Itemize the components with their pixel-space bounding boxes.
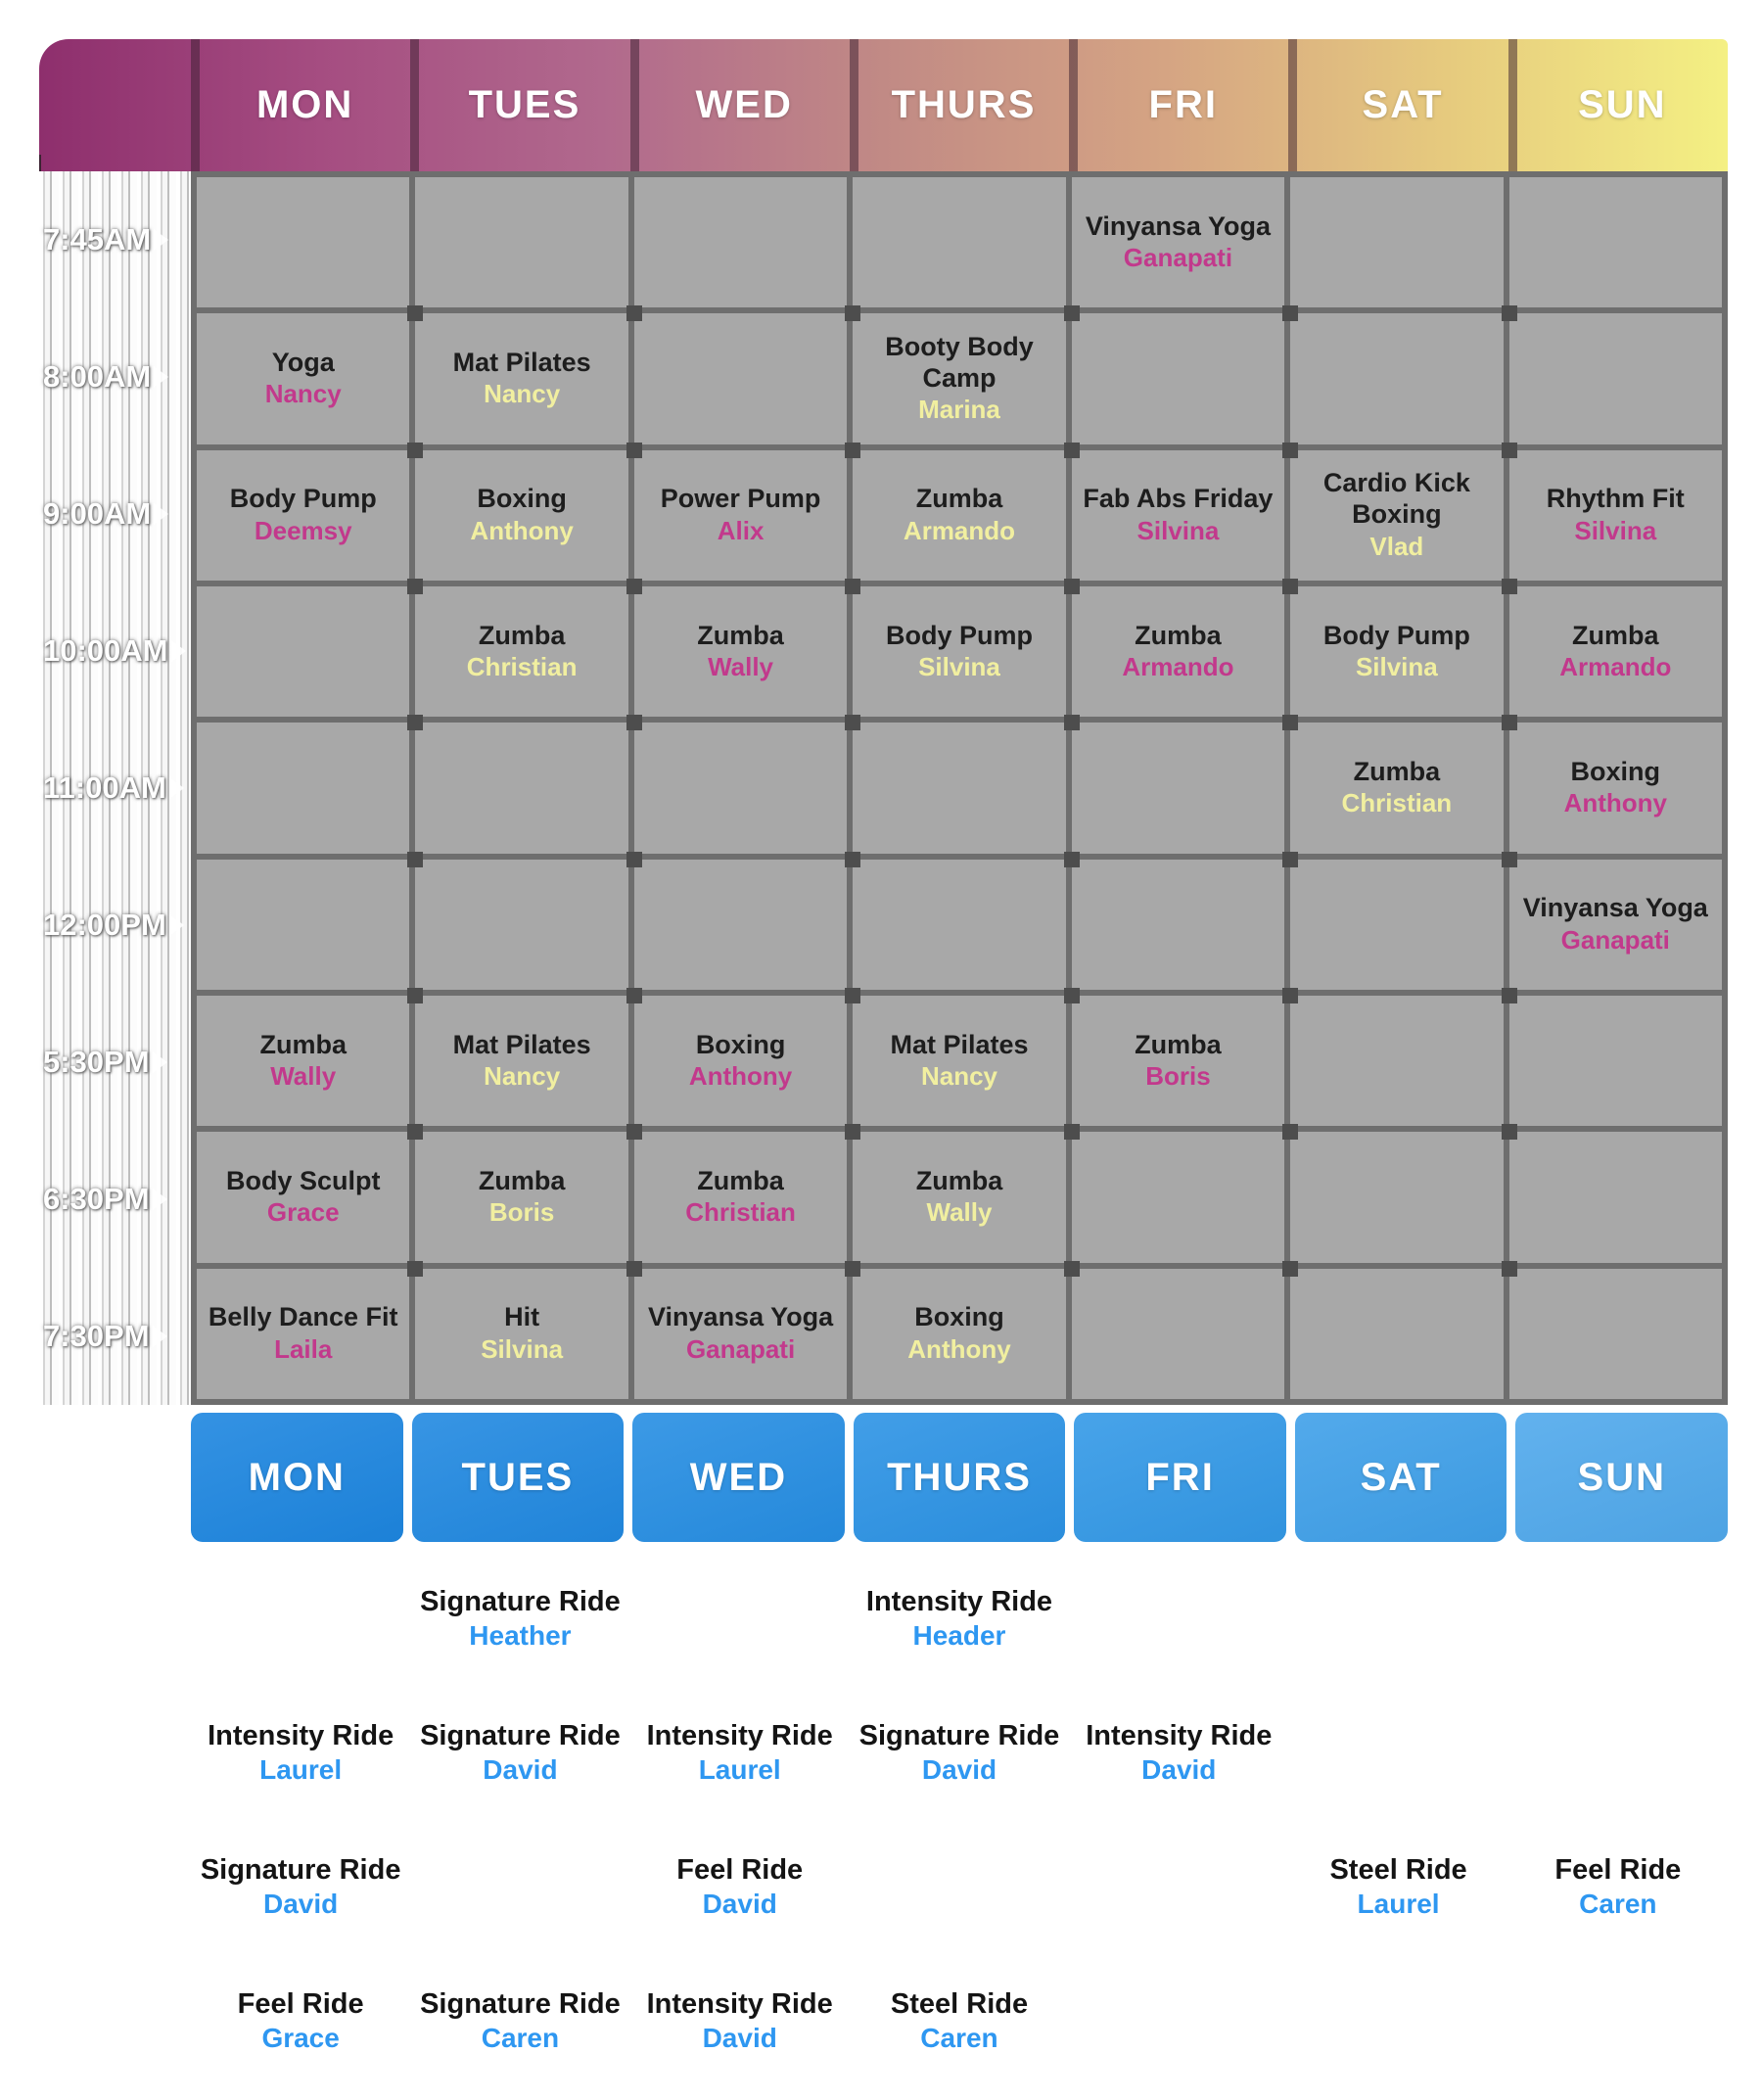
grid-knob xyxy=(845,715,860,730)
ride-instructor-name: David xyxy=(1141,1754,1217,1786)
ride-cell xyxy=(410,1965,629,2099)
instructor-name: Silvina xyxy=(1136,515,1220,545)
class-cell xyxy=(634,586,847,717)
instructor-name: Silvina xyxy=(1574,515,1657,545)
ride-cell xyxy=(191,1697,410,1831)
empty-ride-cell xyxy=(630,1563,850,1697)
schedule-day-header-fri: FRI xyxy=(1069,39,1288,171)
empty-cell xyxy=(1072,860,1284,990)
instructor-name: Ganapati xyxy=(1123,242,1233,272)
instructor-name: Wally xyxy=(270,1060,337,1091)
class-name: Zumba xyxy=(478,1165,566,1195)
class-name: Zumba xyxy=(697,620,784,650)
class-name: Yoga xyxy=(271,347,335,377)
ride-cell xyxy=(1288,1831,1507,1965)
ride-instructor-name: Heather xyxy=(469,1620,572,1652)
ride-cell xyxy=(630,1831,850,1965)
grid-knob xyxy=(1282,443,1298,458)
instructor-name: Nancy xyxy=(484,1060,561,1091)
ride-class-name: Intensity Ride xyxy=(865,1586,1053,1617)
time-gutter xyxy=(39,171,191,1405)
ride-day-button-mon[interactable]: MON xyxy=(191,1413,403,1542)
class-cell xyxy=(853,313,1065,443)
empty-cell xyxy=(1290,313,1503,443)
class-cell xyxy=(1072,177,1284,307)
ride-class-name: Steel Ride xyxy=(890,1988,1029,2020)
class-cell xyxy=(197,1269,409,1399)
empty-cell xyxy=(1290,996,1503,1126)
time-label: 11:00AM xyxy=(39,720,191,857)
ride-day-button-row xyxy=(191,1413,1728,1542)
class-cell xyxy=(853,450,1065,581)
grid-knob xyxy=(1064,1261,1080,1277)
ride-class-name: Steel Ride xyxy=(1329,1854,1467,1886)
ride-cell xyxy=(630,1965,850,2099)
schedule-day-header-mon: MON xyxy=(191,39,410,171)
ride-class-name: Signature Ride xyxy=(858,1720,1060,1751)
grid-knob xyxy=(1502,852,1517,867)
class-cell xyxy=(415,313,627,443)
time-label: 12:00PM xyxy=(39,857,191,994)
class-name: Zumba xyxy=(697,1165,784,1195)
instructor-name: Anthony xyxy=(688,1060,793,1091)
instructor-name: Anthony xyxy=(1563,788,1667,818)
ride-cell xyxy=(410,1563,629,1697)
empty-cell xyxy=(634,313,847,443)
time-label: 9:00AM xyxy=(39,445,191,583)
instructor-name: Grace xyxy=(266,1197,340,1228)
ride-class-name: Signature Ride xyxy=(420,1988,621,2020)
class-cell xyxy=(1509,860,1722,990)
empty-cell xyxy=(415,723,627,853)
empty-ride-cell xyxy=(1288,1563,1507,1697)
ride-day-button-wed[interactable]: WED xyxy=(632,1413,845,1542)
class-cell xyxy=(415,586,627,717)
class-name: Zumba xyxy=(1572,620,1659,650)
grid-knob xyxy=(1502,305,1517,321)
class-name: Power Pump xyxy=(660,484,821,514)
class-cell xyxy=(197,450,409,581)
class-name: Belly Dance Fit xyxy=(208,1302,398,1332)
time-label: 10:00AM xyxy=(39,583,191,720)
empty-cell xyxy=(197,177,409,307)
class-cell xyxy=(1290,450,1503,581)
grid-knob xyxy=(626,715,642,730)
grid-knob xyxy=(1282,715,1298,730)
class-name: Hit xyxy=(504,1302,540,1332)
empty-cell xyxy=(1509,1132,1722,1262)
ride-cell xyxy=(850,1965,1069,2099)
ride-class-name: Signature Ride xyxy=(420,1586,621,1617)
class-name: Boxing xyxy=(1570,756,1661,786)
instructor-name: Nancy xyxy=(920,1060,998,1091)
ride-class-name: Intensity Ride xyxy=(1086,1720,1273,1751)
time-label: 7:45AM xyxy=(39,171,191,308)
class-name: Zumba xyxy=(1135,620,1222,650)
empty-cell xyxy=(1290,860,1503,990)
instructor-name: Nancy xyxy=(264,379,342,409)
ride-instructor-name: Laurel xyxy=(1357,1889,1440,1920)
empty-cell xyxy=(1072,1132,1284,1262)
ride-schedule-grid xyxy=(191,1563,1728,2099)
schedule-day-header-thurs: THURS xyxy=(850,39,1069,171)
ride-class-name: Intensity Ride xyxy=(208,1720,394,1751)
grid-knob xyxy=(1064,988,1080,1003)
ride-class-name: Intensity Ride xyxy=(646,1988,833,2020)
class-cell xyxy=(1072,586,1284,717)
instructor-name: Silvina xyxy=(1355,651,1438,681)
schedule-day-header-wed: WED xyxy=(630,39,850,171)
instructor-name: Silvina xyxy=(918,651,1000,681)
empty-ride-cell xyxy=(850,1831,1069,1965)
instructor-name: Boris xyxy=(1145,1060,1211,1091)
empty-ride-cell xyxy=(1508,1965,1728,2099)
ride-instructor-name: Header xyxy=(912,1620,1006,1652)
grid-knob xyxy=(626,988,642,1003)
instructor-name: Armando xyxy=(1122,651,1234,681)
empty-cell xyxy=(1290,1132,1503,1262)
instructor-name: Armando xyxy=(1559,651,1672,681)
class-cell xyxy=(634,1269,847,1399)
empty-cell xyxy=(1509,313,1722,443)
ride-instructor-name: David xyxy=(263,1889,339,1920)
time-label: 7:30PM xyxy=(39,1268,191,1405)
grid-knob xyxy=(845,988,860,1003)
ride-class-name: Feel Ride xyxy=(237,1988,364,2020)
class-cell xyxy=(197,1132,409,1262)
empty-cell xyxy=(1509,1269,1722,1399)
grid-knob xyxy=(845,852,860,867)
empty-ride-cell xyxy=(410,1831,629,1965)
grid-knob xyxy=(1064,305,1080,321)
time-label: 6:30PM xyxy=(39,1131,191,1268)
grid-knob xyxy=(1064,715,1080,730)
class-cell xyxy=(1290,586,1503,717)
ride-day-button-thurs[interactable]: THURS xyxy=(854,1413,1066,1542)
grid-knob xyxy=(407,715,423,730)
instructor-name: Alix xyxy=(717,515,765,545)
class-cell xyxy=(415,1132,627,1262)
grid-knob xyxy=(1502,988,1517,1003)
class-schedule-grid xyxy=(191,171,1728,1405)
ride-instructor-name: Laurel xyxy=(698,1754,781,1786)
empty-cell xyxy=(197,723,409,853)
ride-cell xyxy=(1508,1831,1728,1965)
class-name: Vinyansa Yoga xyxy=(1085,210,1271,241)
class-cell xyxy=(1509,723,1722,853)
ride-cell xyxy=(191,1965,410,2099)
ride-instructor-name: David xyxy=(702,2023,777,2054)
class-name: Boxing xyxy=(477,484,567,514)
ride-instructor-name: Caren xyxy=(481,2023,560,2054)
class-cell xyxy=(1290,723,1503,853)
class-cell xyxy=(197,313,409,443)
class-name: Body Pump xyxy=(1322,620,1470,650)
ride-class-name: Signature Ride xyxy=(200,1854,401,1886)
empty-cell xyxy=(853,177,1065,307)
class-cell xyxy=(1072,450,1284,581)
class-name: Vinyansa Yoga xyxy=(648,1302,834,1332)
instructor-name: Anthony xyxy=(907,1333,1011,1364)
class-name: Body Pump xyxy=(229,484,377,514)
ride-cell xyxy=(191,1831,410,1965)
empty-ride-cell xyxy=(191,1563,410,1697)
class-cell xyxy=(853,1269,1065,1399)
class-name: Rhythm Fit xyxy=(1546,484,1685,514)
empty-ride-cell xyxy=(1508,1563,1728,1697)
grid-knob xyxy=(626,1261,642,1277)
instructor-name: Silvina xyxy=(481,1333,564,1364)
ride-instructor-name: David xyxy=(702,1889,777,1920)
class-name: Mat Pilates xyxy=(452,1029,591,1059)
grid-knob xyxy=(407,305,423,321)
ride-day-button-sat[interactable]: SAT xyxy=(1295,1413,1507,1542)
class-name: Cardio Kick Boxing xyxy=(1322,468,1470,530)
empty-cell xyxy=(853,860,1065,990)
instructor-name: Ganapati xyxy=(1560,924,1670,955)
time-label: 5:30PM xyxy=(39,994,191,1131)
class-name: Body Sculpt xyxy=(225,1165,381,1195)
ride-instructor-name: Laurel xyxy=(259,1754,343,1786)
empty-cell xyxy=(634,177,847,307)
class-name: Boxing xyxy=(914,1302,1004,1332)
instructor-name: Vlad xyxy=(1369,531,1424,561)
ride-day-button-sun[interactable]: SUN xyxy=(1515,1413,1728,1542)
empty-cell xyxy=(1509,996,1722,1126)
class-cell xyxy=(1509,450,1722,581)
class-cell xyxy=(1072,996,1284,1126)
grid-knob xyxy=(845,443,860,458)
ride-class-name: Signature Ride xyxy=(420,1720,621,1751)
grid-knob xyxy=(1282,305,1298,321)
grid-knob xyxy=(1502,1124,1517,1140)
grid-knob xyxy=(1064,852,1080,867)
ride-day-button-tues[interactable]: TUES xyxy=(412,1413,625,1542)
empty-cell xyxy=(634,860,847,990)
grid-knob xyxy=(1064,1124,1080,1140)
class-name: Boxing xyxy=(695,1029,786,1059)
grid-knob xyxy=(1502,443,1517,458)
ride-day-button-fri[interactable]: FRI xyxy=(1074,1413,1286,1542)
class-cell xyxy=(853,586,1065,717)
class-name: Vinyansa Yoga xyxy=(1522,893,1708,923)
grid-knob xyxy=(626,305,642,321)
empty-cell xyxy=(634,723,847,853)
instructor-name: Christian xyxy=(466,651,578,681)
grid-knob xyxy=(845,305,860,321)
instructor-name: Laila xyxy=(274,1333,333,1364)
class-cell xyxy=(853,1132,1065,1262)
ride-cell xyxy=(630,1697,850,1831)
grid-knob xyxy=(845,1261,860,1277)
ride-instructor-name: David xyxy=(921,1754,997,1786)
class-cell xyxy=(634,996,847,1126)
class-cell xyxy=(415,996,627,1126)
class-cell xyxy=(415,450,627,581)
empty-cell xyxy=(1509,177,1722,307)
instructor-name: Ganapati xyxy=(685,1333,796,1364)
grid-knob xyxy=(1064,443,1080,458)
instructor-name: Armando xyxy=(903,515,1016,545)
grid-knob xyxy=(407,852,423,867)
grid-knob xyxy=(407,1124,423,1140)
instructor-name: Deemsy xyxy=(254,515,352,545)
grid-knob xyxy=(1502,1261,1517,1277)
instructor-name: Marina xyxy=(918,395,1000,425)
ride-instructor-name: Grace xyxy=(261,2023,340,2054)
class-cell xyxy=(197,996,409,1126)
class-cell xyxy=(1509,586,1722,717)
grid-knob xyxy=(845,579,860,594)
ride-class-name: Feel Ride xyxy=(676,1854,804,1886)
ride-cell xyxy=(850,1697,1069,1831)
class-name: Mat Pilates xyxy=(452,347,591,377)
ride-cell xyxy=(410,1697,629,1831)
time-label: 8:00AM xyxy=(39,308,191,445)
empty-cell xyxy=(1290,177,1503,307)
grid-knob xyxy=(1502,715,1517,730)
grid-knob xyxy=(626,852,642,867)
class-name: Booty Body Camp xyxy=(885,331,1034,394)
empty-cell xyxy=(1290,1269,1503,1399)
ride-instructor-name: David xyxy=(483,1754,558,1786)
class-name: Zumba xyxy=(915,484,1003,514)
ride-cell xyxy=(1069,1697,1288,1831)
grid-knob xyxy=(1282,579,1298,594)
empty-cell xyxy=(1072,313,1284,443)
ride-class-name: Feel Ride xyxy=(1554,1854,1682,1886)
grid-knob xyxy=(1282,852,1298,867)
class-cell xyxy=(415,1269,627,1399)
empty-cell xyxy=(1072,1269,1284,1399)
class-name: Zumba xyxy=(478,620,566,650)
empty-ride-cell xyxy=(1288,1965,1507,2099)
grid-knob xyxy=(626,1124,642,1140)
grid-knob xyxy=(1282,1124,1298,1140)
empty-ride-cell xyxy=(1069,1831,1288,1965)
grid-knob xyxy=(1064,579,1080,594)
grid-knob xyxy=(845,1124,860,1140)
empty-ride-cell xyxy=(1069,1563,1288,1697)
class-name: Zumba xyxy=(1135,1029,1222,1059)
grid-knob xyxy=(626,443,642,458)
schedule-day-header-sat: SAT xyxy=(1288,39,1507,171)
class-name: Zumba xyxy=(915,1165,1003,1195)
grid-knob xyxy=(407,1261,423,1277)
empty-cell xyxy=(197,860,409,990)
instructor-name: Wally xyxy=(708,651,774,681)
class-schedule-day-header-row xyxy=(39,39,1728,171)
class-name: Zumba xyxy=(259,1029,347,1059)
schedule-day-header-tues: TUES xyxy=(410,39,629,171)
instructor-name: Christian xyxy=(685,1197,796,1228)
class-cell xyxy=(853,996,1065,1126)
class-cell xyxy=(634,450,847,581)
ride-instructor-name: Caren xyxy=(920,2023,998,2054)
instructor-name: Christian xyxy=(1341,788,1453,818)
empty-cell xyxy=(1072,723,1284,853)
schedule-corner xyxy=(39,39,191,171)
grid-knob xyxy=(626,579,642,594)
instructor-name: Anthony xyxy=(470,515,574,545)
grid-knob xyxy=(407,988,423,1003)
schedule-day-header-sun: SUN xyxy=(1508,39,1728,171)
empty-ride-cell xyxy=(1508,1697,1728,1831)
grid-knob xyxy=(1502,579,1517,594)
empty-ride-cell xyxy=(1288,1697,1507,1831)
grid-knob xyxy=(407,443,423,458)
class-name: Zumba xyxy=(1353,756,1441,786)
class-name: Mat Pilates xyxy=(890,1029,1029,1059)
instructor-name: Nancy xyxy=(484,379,561,409)
grid-knob xyxy=(39,155,41,171)
empty-cell xyxy=(853,723,1065,853)
instructor-name: Boris xyxy=(488,1197,555,1228)
instructor-name: Wally xyxy=(926,1197,993,1228)
empty-cell xyxy=(415,860,627,990)
empty-cell xyxy=(197,586,409,717)
empty-cell xyxy=(415,177,627,307)
class-name: Fab Abs Friday xyxy=(1083,484,1274,514)
class-name: Body Pump xyxy=(885,620,1033,650)
ride-class-name: Intensity Ride xyxy=(646,1720,833,1751)
ride-instructor-name: Caren xyxy=(1579,1889,1657,1920)
grid-knob xyxy=(407,579,423,594)
grid-knob xyxy=(1282,988,1298,1003)
ride-cell xyxy=(850,1563,1069,1697)
empty-ride-cell xyxy=(1069,1965,1288,2099)
grid-knob xyxy=(1282,1261,1298,1277)
class-cell xyxy=(634,1132,847,1262)
